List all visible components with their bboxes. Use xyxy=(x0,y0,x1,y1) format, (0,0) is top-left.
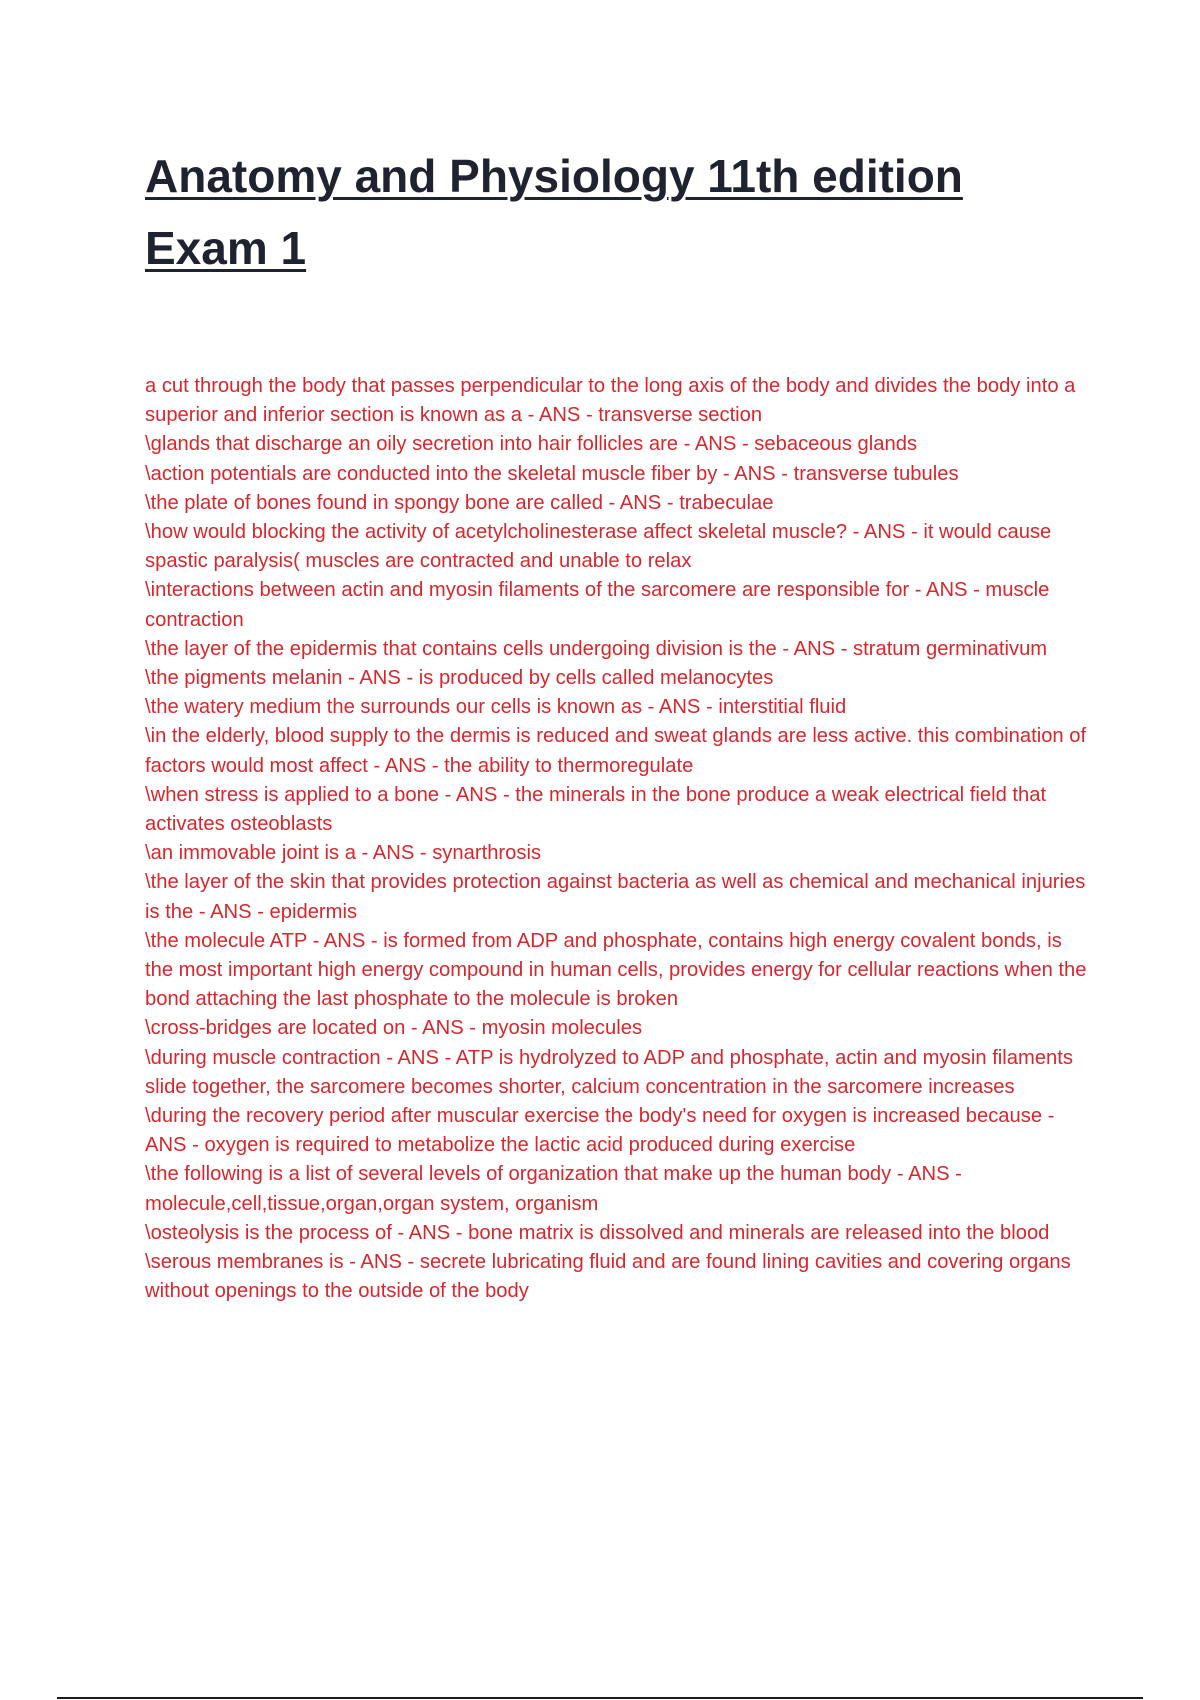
qa-item: a cut through the body that passes perpendicular to the long axis of the body and divides the body into a superior and inferior section is known as a - ANS - transverse section xyxy=(145,375,1076,427)
qa-item: \interactions between actin and myosin filaments of the sarcomere are responsible for - ANS - muscle contraction xyxy=(145,579,1050,631)
qa-item: \the plate of bones found in spongy bone are called - ANS - trabeculae xyxy=(145,491,774,514)
qa-item: \glands that discharge an oily secretion into hair follicles are - ANS - sebaceous glands xyxy=(145,433,918,456)
qa-item: \during the recovery period after muscular exercise the body's need for oxygen is increased because - ANS - oxygen is required to metabolize the lactic acid produced during exercise xyxy=(145,1105,1055,1157)
qa-item: \the molecule ATP - ANS - is formed from ADP and phosphate, contains high energy covalent bonds, is the most important high energy compound in human cells, provides energy for cellular reactions when the bond attaching the last phosphate to the molecule is broken xyxy=(145,929,1087,1011)
qa-list xyxy=(145,372,1090,1307)
qa-item: \cross-bridges are located on - ANS - myosin molecules xyxy=(145,1017,643,1040)
qa-item: \in the elderly, blood supply to the dermis is reduced and sweat glands are less active. this combination of factors would most affect - ANS - the ability to thermoregulate xyxy=(145,725,1087,777)
title-line-2: Exam 1 xyxy=(145,222,307,274)
footer-divider xyxy=(57,1697,1143,1699)
document-title xyxy=(145,140,1095,284)
qa-item: \the pigments melanin - ANS - is produced by cells called melanocytes xyxy=(145,667,774,690)
qa-item: \an immovable joint is a - ANS - synarthrosis xyxy=(145,842,542,865)
qa-item: \the layer of the epidermis that contains cells undergoing division is the - ANS - stratum germinativum xyxy=(145,637,1048,660)
qa-item: \when stress is applied to a bone - ANS - the minerals in the bone produce a weak electrical field that activates osteoblasts xyxy=(145,783,1047,836)
qa-item: \the following is a list of several levels of organization that make up the human body - ANS - molecule,cell,tissue,organ,organ system, organism xyxy=(145,1163,962,1215)
qa-item: \the watery medium the surrounds our cells is known as - ANS - interstitial fluid xyxy=(145,696,847,719)
qa-item: \the layer of the skin that provides protection against bacteria as well as chemical and mechanical injuries is the - ANS - epidermis xyxy=(145,871,1086,923)
qa-item: \during muscle contraction - ANS - ATP is hydrolyzed to ADP and phosphate, actin and myosin filaments slide together, the sarcomere becomes shorter, calcium concentration in the sarcomere increases xyxy=(145,1046,1073,1098)
qa-item: \osteolysis is the process of - ANS - bone matrix is dissolved and minerals are released into the blood xyxy=(145,1221,1050,1244)
qa-item: \action potentials are conducted into the skeletal muscle fiber by - ANS - transverse tubules xyxy=(145,462,959,485)
qa-item: \how would blocking the activity of acetylcholinesterase affect skeletal muscle? - ANS - it would cause spastic paralysis( muscles are contracted and unable to relax xyxy=(145,521,1052,573)
qa-item: \serous membranes is - ANS - secrete lubricating fluid and are found lining cavities and covering organs without openings to the outside of the body xyxy=(145,1251,1071,1303)
title-line-1: Anatomy and Physiology 11th edition xyxy=(145,150,963,202)
